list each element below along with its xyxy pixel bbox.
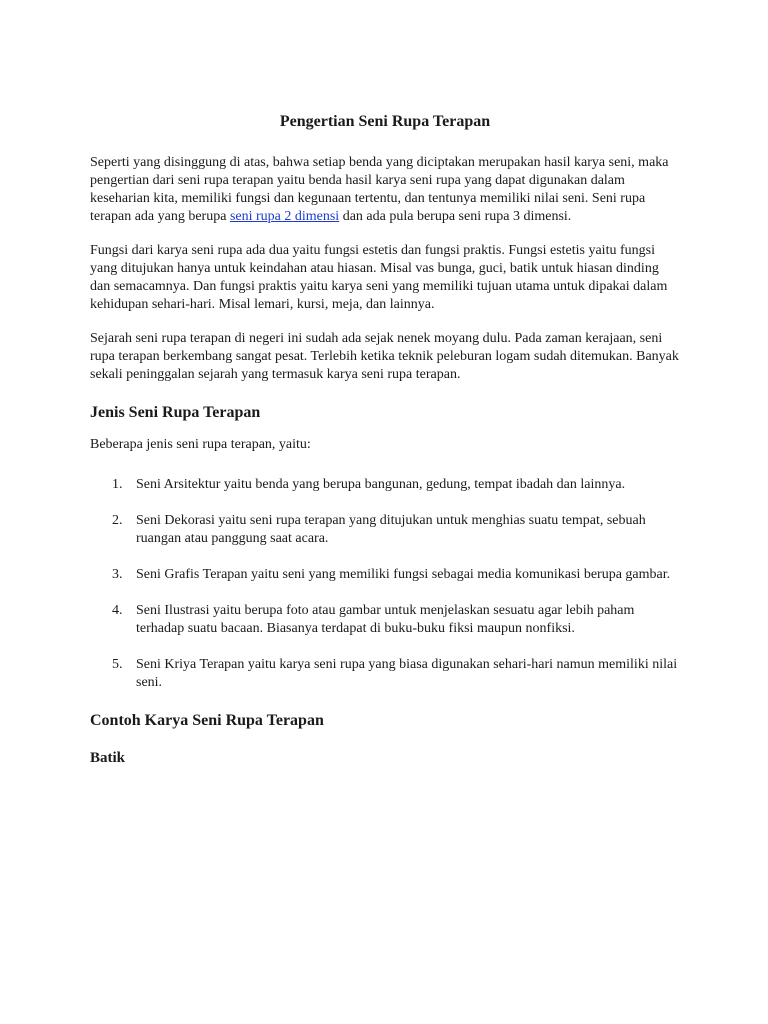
list-item-number: 4. [112, 603, 123, 618]
heading-contoh: Contoh Karya Seni Rupa Terapan [90, 712, 324, 729]
list-item-number: 2. [112, 513, 123, 528]
list-item-text: Seni Grafis Terapan yaitu seni yang memiliki fungsi sebagai media komunikasi berupa gambar. [136, 567, 671, 582]
types-list [90, 476, 680, 692]
paragraph-function: Fungsi dari karya seni rupa ada dua yaitu fungsi estetis dan fungsi praktis. Fungsi estetis yaitu fungsi yang ditujukan hanya untuk keindahan atau hiasan. Misal vas bunga, guci, batik untuk hiasan dinding dan semacamnya. Dan fungsi praktis yaitu karya seni yang memiliki tujuan utama untuk dipakai dalam kehidupan sehari-hari. Misal lemari, kursi, meja, dan lainnya. [90, 243, 668, 312]
paragraph-definition-text-end: dan ada pula berupa seni rupa 3 dimensi. [339, 209, 572, 224]
list-item [90, 512, 680, 548]
list-item [90, 476, 680, 494]
paragraph-definition-text: Seperti yang disinggung di atas, bahwa setiap benda yang diciptakan merupakan hasil karya seni, maka pengertian dari seni rupa terapan yaitu benda hasil karya seni rupa yang dapat digunakan dalam keseharian kita, memiliki fungsi dan kegunaan tertentu, dan tentunya memiliki nilai seni. Seni rupa terapan ada yang berupa [90, 155, 669, 224]
list-item-number: 3. [112, 567, 123, 582]
list-item-text: Seni Dekorasi yaitu seni rupa terapan yang ditujukan untuk menghias suatu tempat, sebuah ruangan atau panggung saat acara. [136, 513, 646, 546]
document-title: Pengertian Seni Rupa Terapan [279, 113, 491, 130]
document-page [90, 110, 680, 768]
link-seni-rupa-2-dimensi[interactable]: seni rupa 2 dimensi [229, 209, 340, 224]
list-item-number: 5. [112, 657, 123, 672]
list-item-text: Seni Arsitektur yaitu benda yang berupa bangunan, gedung, tempat ibadah dan lainnya. [136, 477, 626, 492]
list-item [90, 566, 680, 584]
list-item [90, 656, 680, 692]
list-item [90, 602, 680, 638]
paragraph-history: Sejarah seni rupa terapan di negeri ini sudah ada sejak nenek moyang dulu. Pada zaman kerajaan, seni rupa terapan berkembang sangat pesat. Terlebih ketika teknik peleburan logam sudah ditemukan. Banyak sekali peninggalan sejarah yang termasuk karya seni rupa terapan. [90, 331, 679, 382]
list-item-text: Seni Ilustrasi yaitu berupa foto atau gambar untuk menjelaskan sesuatu agar lebih paham terhadap suatu bacaan. Biasanya terdapat di buku-buku fiksi maupun nonfiksi. [136, 603, 635, 636]
paragraph-definition [90, 154, 680, 226]
subheading-batik: Batik [90, 750, 126, 766]
intro-jenis: Beberapa jenis seni rupa terapan, yaitu: [90, 437, 311, 452]
list-item-text: Seni Kriya Terapan yaitu karya seni rupa yang biasa digunakan sehari-hari namun memiliki nilai seni. [136, 657, 678, 690]
list-item-number: 1. [112, 477, 123, 492]
heading-jenis: Jenis Seni Rupa Terapan [90, 404, 261, 421]
